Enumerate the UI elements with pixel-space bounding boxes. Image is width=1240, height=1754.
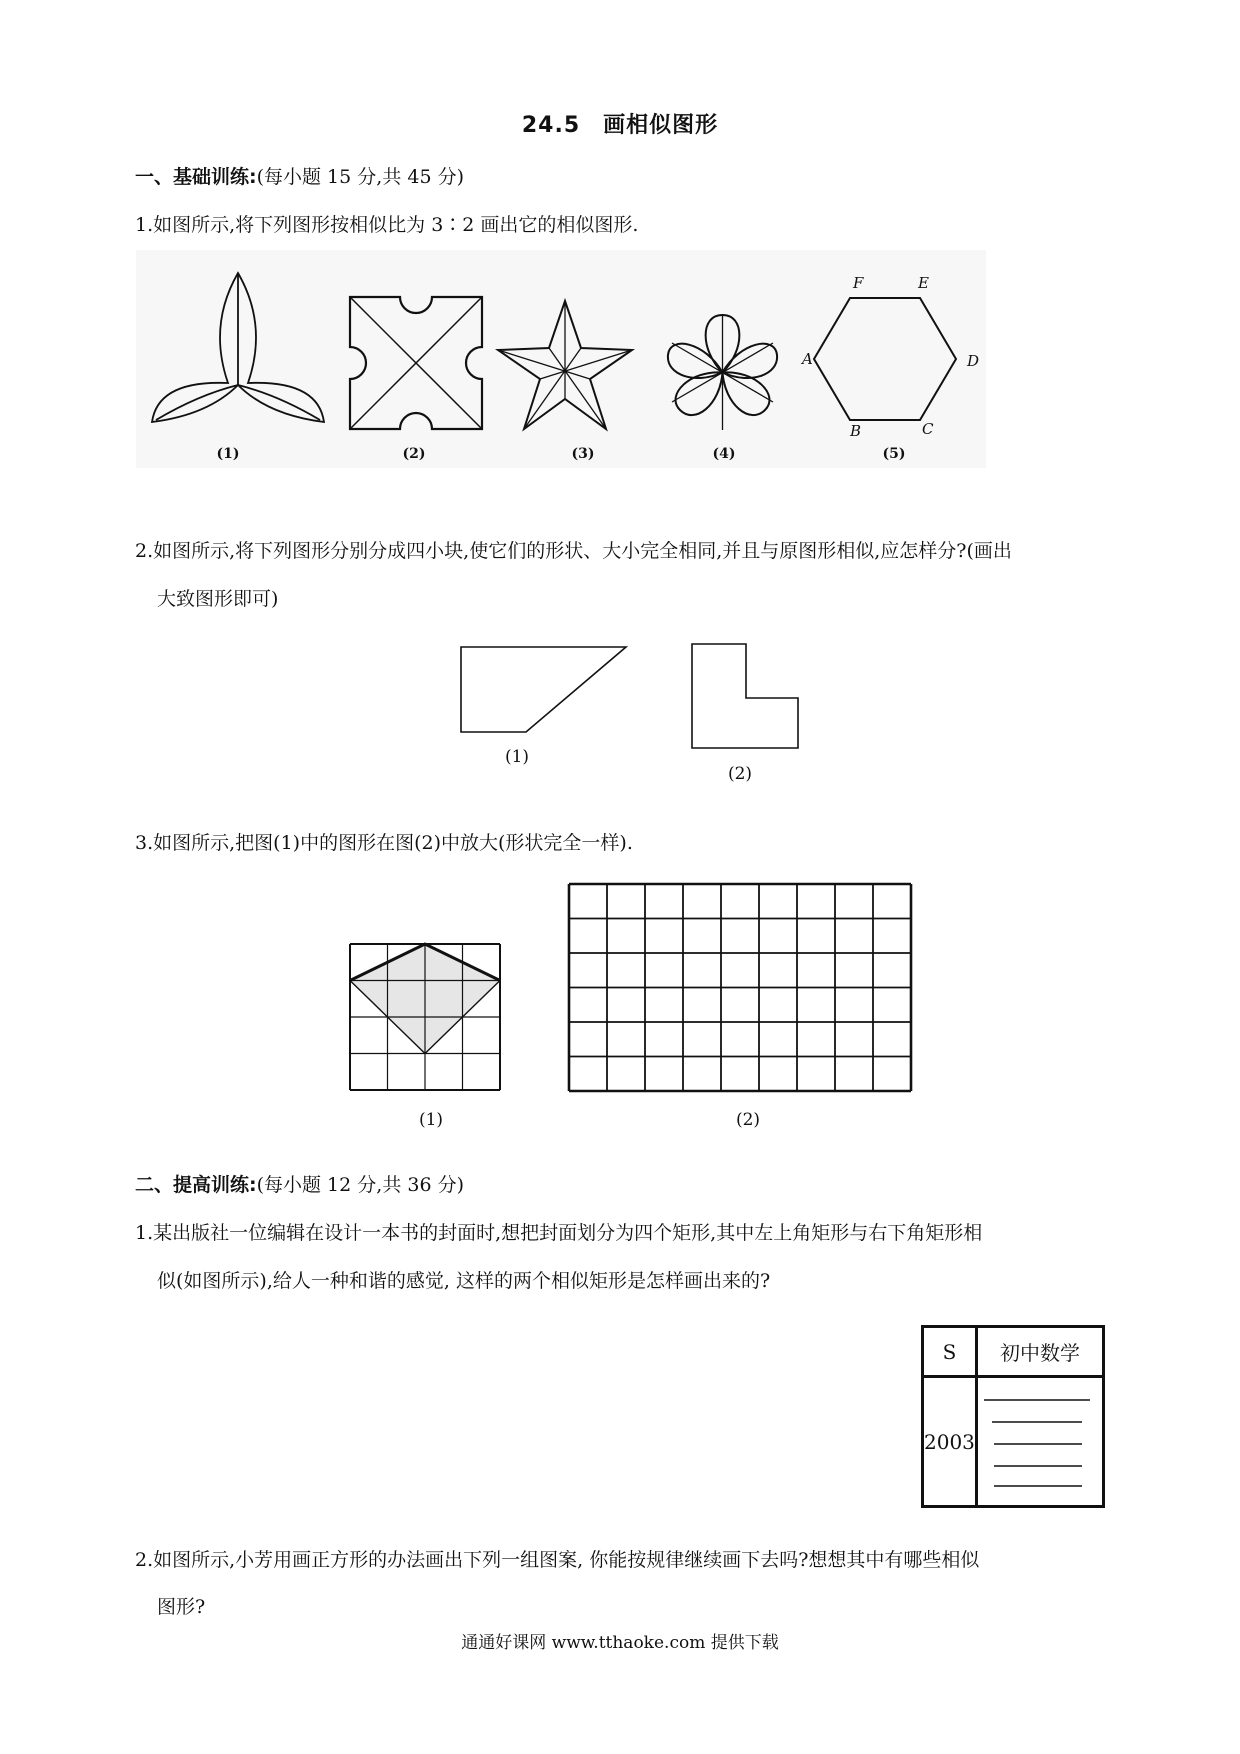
problem-1-line-1: 1.某出版社一位编辑在设计一本书的封面时,想把封面划分为四个矩形,其中左上角矩形与右下角矩形相 xyxy=(135,1222,983,1244)
page-footer: 通通好课网 www.tthaoke.com 提供下载 xyxy=(461,1633,779,1653)
q1-caption-3: (3) xyxy=(571,446,595,462)
question-2-line-1: 2.如图所示,将下列图形分别分成四小块,使它们的形状、大小完全相同,并且与原图形相似,应怎样分?(画出 xyxy=(135,540,1012,562)
q1-caption-4: (4) xyxy=(712,446,736,462)
hexagon-label-e: E xyxy=(918,274,929,292)
question-2-line-2: 大致图形即可) xyxy=(157,588,279,610)
hexagon-label-b: B xyxy=(850,422,862,440)
q1-caption-1: (1) xyxy=(216,446,240,462)
q2-figure-2-l-shape xyxy=(690,642,800,750)
cover-bottom-right xyxy=(976,1377,1103,1507)
problem-2-line-2: 图形? xyxy=(157,1596,206,1618)
q1-caption-5: (5) xyxy=(882,446,906,462)
cover-text-lines xyxy=(978,1378,1106,1506)
q3-caption-2: (2) xyxy=(735,1110,761,1130)
q2-caption-1: (1) xyxy=(504,747,530,767)
hexagon-label-d: D xyxy=(967,352,980,370)
problem-1-line-2: 似(如图所示),给人一种和谐的感觉, 这样的两个相似矩形是怎样画出来的? xyxy=(157,1270,771,1292)
cover-top-left: S xyxy=(923,1327,977,1377)
q2-figure-1-trapezoid xyxy=(459,645,629,735)
book-cover-diagram xyxy=(921,1325,1105,1508)
cover-bottom-left: 2003 xyxy=(923,1377,977,1507)
hexagon-label-c: C xyxy=(922,420,934,438)
q2-caption-2: (2) xyxy=(727,764,753,784)
hexagon-label-a: A xyxy=(802,350,813,368)
section-2-note: (每小题 12 分,共 36 分) xyxy=(256,1174,464,1196)
problem-2-line-1: 2.如图所示,小芳用画正方形的办法画出下列一组图案, 你能按规律继续画下去吗?想想其中有哪些相似 xyxy=(135,1549,980,1571)
q1-figure-4 xyxy=(660,310,785,435)
q1-figure-2 xyxy=(348,295,484,431)
page-title: 24.5 画相似图形 xyxy=(521,113,719,138)
q1-caption-2: (2) xyxy=(402,446,426,462)
section-1-heading xyxy=(135,162,464,189)
question-1-text: 1.如图所示,将下列图形按相似比为 3∶2 画出它的相似图形. xyxy=(135,214,639,236)
q1-figure-3 xyxy=(495,298,635,438)
q3-caption-1: (1) xyxy=(418,1110,444,1130)
question-3-text: 3.如图所示,把图(1)中的图形在图(2)中放大(形状完全一样). xyxy=(135,832,633,854)
q1-figure-5 xyxy=(810,294,960,424)
q3-small-grid xyxy=(348,942,502,1090)
section-1-note: (每小题 15 分,共 45 分) xyxy=(256,166,464,188)
cover-top-right: 初中数学 xyxy=(976,1327,1103,1377)
section-1-title: 一、基础训练: xyxy=(135,166,257,188)
hexagon-label-f: F xyxy=(853,274,864,292)
q3-large-grid xyxy=(567,882,913,1092)
q1-figure-1 xyxy=(148,265,328,430)
section-2-title: 二、提高训练: xyxy=(135,1174,257,1196)
section-2-heading xyxy=(135,1170,464,1197)
